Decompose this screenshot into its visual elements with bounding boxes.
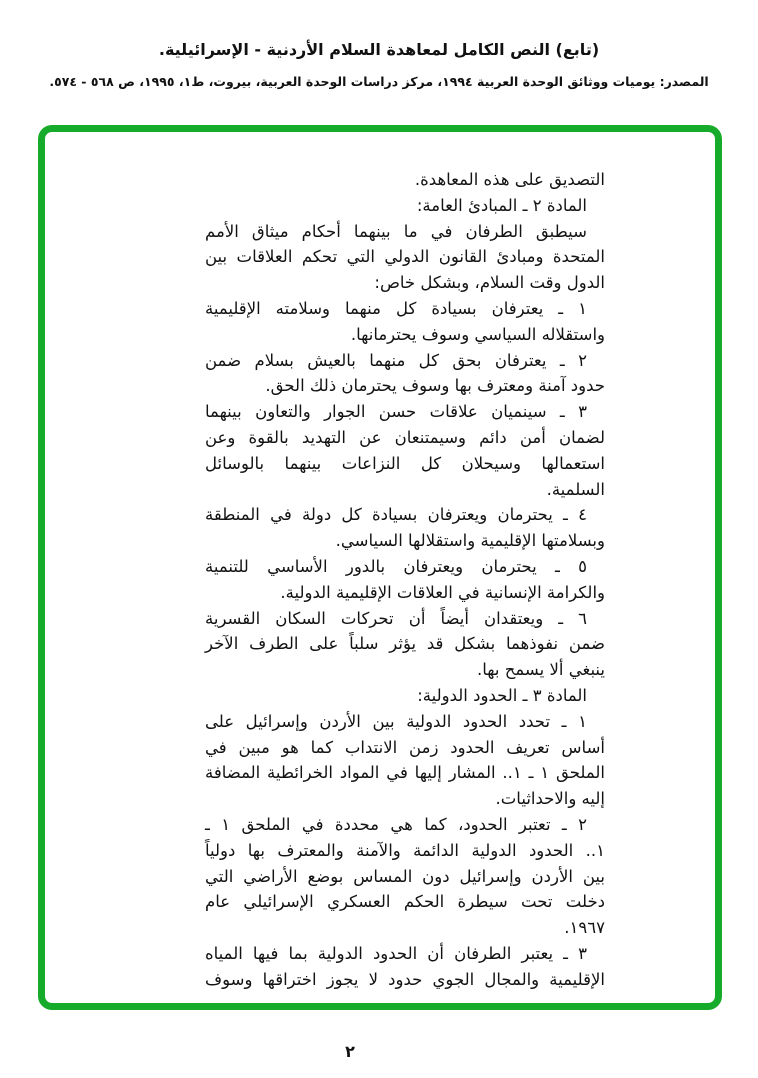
text-line: واستقلاله السياسي وسوف يحترمانها. [350,324,605,344]
text-line: ١٩٦٧. [564,918,605,938]
text-line: ٢ ـ يعترفان بحق كل منهما بالعيش بسلام ضمن [205,350,587,370]
text-line: ضمن نفوذهما بشكل قد يؤثر سلباً على الطرف الآخر [205,634,605,654]
text-line: ١ ـ يعترفان بسيادة كل منهما وسلامته الإقليمية [205,298,587,318]
text-line: استعمالها وسيحلان كل النزاعات بينهما بالوسائل [205,453,605,473]
text-line: ٣ ـ يعتبر الطرفان أن الحدود الدولية بما فيها المياه [205,943,587,963]
text-line: ينبغي ألا يسمح بها. [477,660,605,680]
text-line: ١.. الحدود الدولية الدائمة والآمنة والمعترف بها دولياً [205,840,605,860]
text-line: ٤ ـ يحترمان ويعترفان بسيادة كل دولة في المنطقة [205,505,587,525]
text-line: المادة ٣ ـ الحدود الدولية: [417,685,587,705]
text-line: سيطبق الطرفان في ما بينهما أحكام ميثاق الأمم [205,221,587,241]
text-line: لضمان أمن دائم وسيمتنعان عن التهديد بالقوة وعن [205,427,605,447]
document-text [205,167,605,993]
text-line: إليه والاحداثيات. [495,789,605,809]
text-line: وبسلامتها الإقليمية واستقلالها السياسي. [335,531,605,551]
text-line: الإقليمية والمجال الجوي حدود لا يجوز اختراقها وسوف [205,969,605,989]
text-line: دخلت تحت سيطرة الحكم العسكري الإسرائيلي عام [205,892,605,912]
text-line: المادة ٢ ـ المبادئ العامة: [416,195,587,215]
text-line: المتحدة ومبادئ القانون الدولي التي تحكم العلاقات بين [205,247,605,267]
text-line: بين الأردن وإسرائيل دون المساس بوضع الأراضي التي [205,866,605,886]
text-line: ٣ ـ سينميان علاقات حسن الجوار والتعاون بينهما [205,402,587,422]
text-line: ١ ـ تحدد الحدود الدولية بين الأردن وإسرائيل على [205,711,587,731]
text-line: ٢ ـ تعتبر الحدود، كما هي محددة في الملحق ١ ـ [205,814,587,834]
text-line: الملحق ١ ـ ١.. المشار إليها في المواد الخرائطية المضافة [205,763,605,783]
text-line: السلمية. [546,479,605,499]
text-line: والكرامة الإنسانية في العلاقات الإقليمية الدولية. [280,582,605,602]
text-line: حدود آمنة ومعترف بها وسوف يحترمان ذلك الحق. [265,376,605,396]
page-number: ٢ [345,1042,355,1061]
text-line: ٥ ـ يحترمان ويعترفان بالدور الأساسي للتنمية [205,556,587,576]
text-line: أساس تعريف الحدود زمن الانتداب كما هو مبين في [205,737,605,757]
source-citation: المصدر: يوميات ووثائق الوحدة العربية ١٩٩٤، مركز دراسات الوحدة العربية، بيروت، ط١، ١٩٩٥، ص ٥٦٨ - ٥٧٤. [49,74,709,89]
page-header-title: (تابع) النص الكامل لمعاهدة السلام الأردنية - الإسرائيلية. [158,40,600,59]
text-line: التصديق على هذه المعاهدة. [414,170,605,189]
text-line: الدول وقت السلام، وبشكل خاص: [374,273,605,293]
text-line: ٦ ـ ويعتقدان أيضاً أن تحركات السكان القسرية [205,608,587,628]
